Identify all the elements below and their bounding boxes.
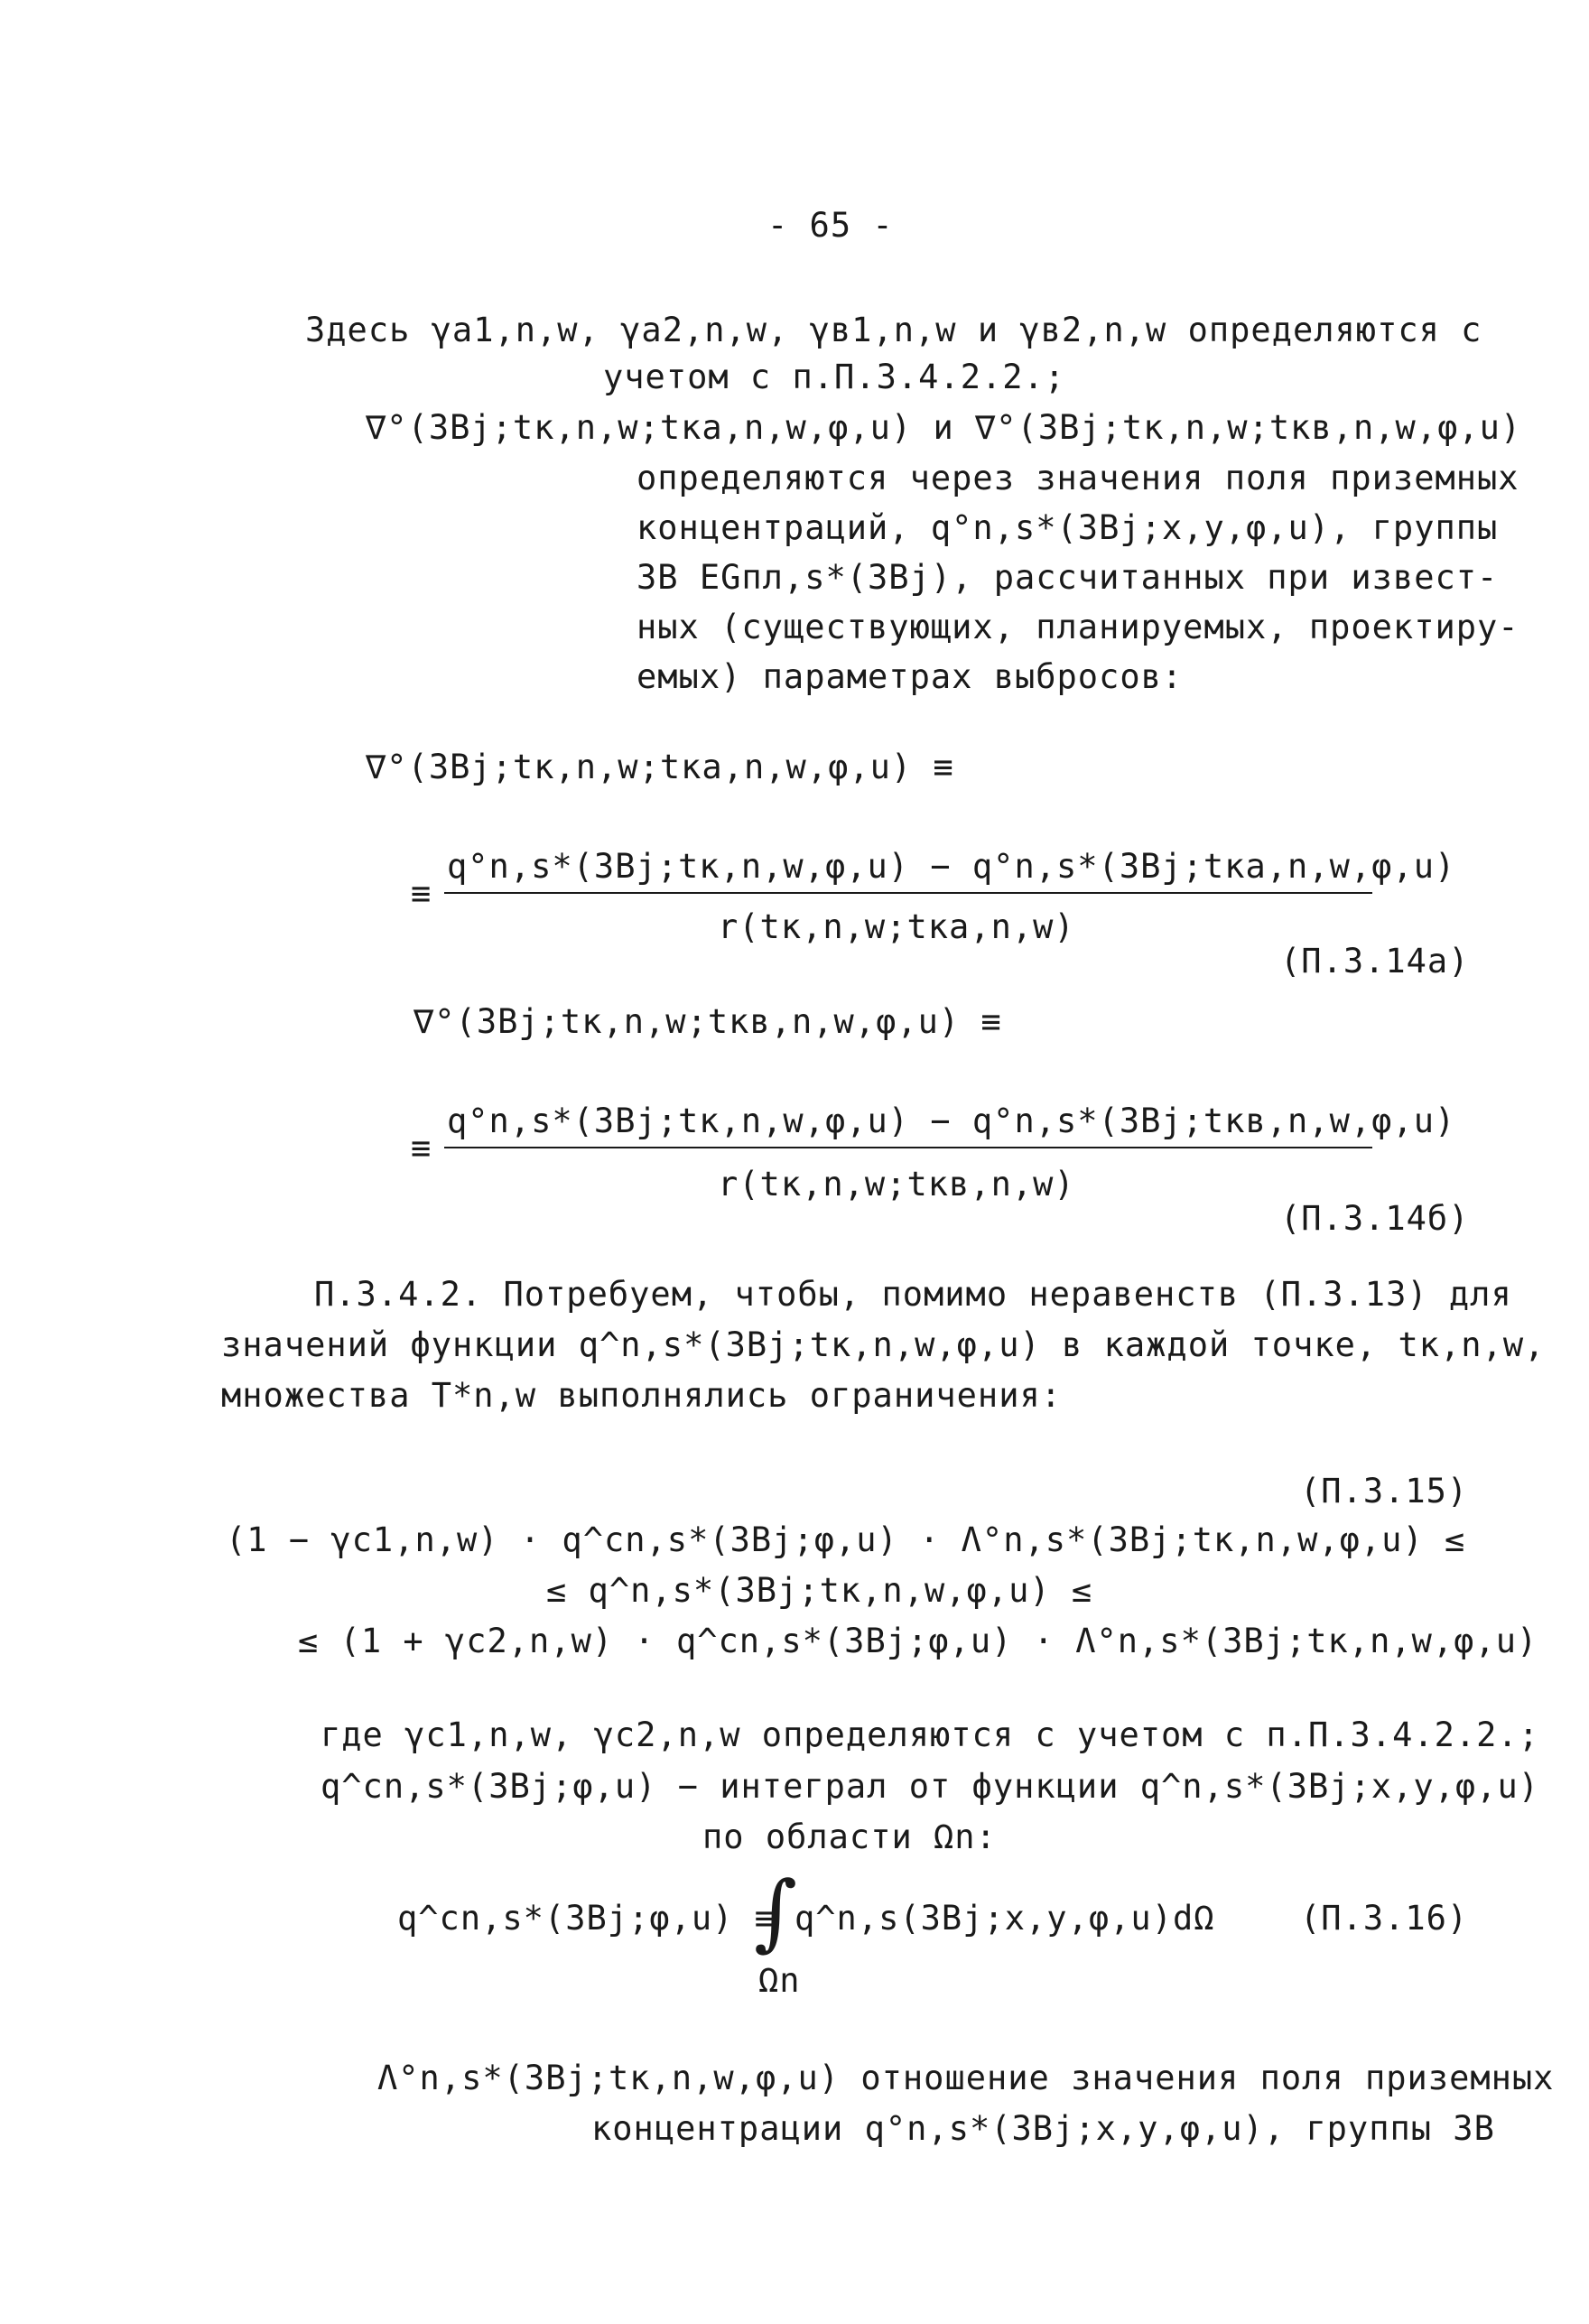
intro-line-1: Здесь γa1,n,w, γa2,n,w, γв1,n,w и γв2,n,w определяются с [305, 311, 1482, 349]
where-line-2: q^cn,s*(ЗВj;φ,u) − интеграл от функции q^n,s*(ЗВj;x,y,φ,u) [321, 1767, 1540, 1806]
eq14b-eq-sign: ≡ [411, 1129, 432, 1167]
intro-line-8: емых) параметрах выбросов: [637, 657, 1184, 696]
eq14b-fraction-bar [444, 1147, 1372, 1148]
eq15-line-3: ≤ (1 + γc2,n,w) · q^cn,s*(ЗВj;φ,u) · Λ°n,s*(ЗВj;tк,n,w,φ,u) [298, 1622, 1538, 1660]
intro-line-7: ных (существующих, планируемых, проектиру- [637, 608, 1519, 646]
eq15-label: (П.3.15) [1300, 1472, 1469, 1511]
eq14a-numerator: q°n,s*(ЗВj;tк,n,w,φ,u) − q°n,s*(ЗВj;tкa,n,w,φ,u) [447, 847, 1456, 886]
eq14a-fraction-bar [444, 892, 1372, 894]
eq14b-denominator: r(tк,n,w;tкв,n,w) [718, 1165, 1075, 1204]
page-number: - 65 - [767, 206, 894, 245]
intro-line-2: учетом с п.П.3.4.2.2.; [603, 358, 1066, 396]
intro-line-3: ∇°(ЗВj;tк,n,w;tкa,n,w,φ,u) и ∇°(ЗВj;tк,n,w;tкв,n,w,φ,u) [366, 408, 1522, 447]
eq14a-denominator: r(tк,n,w;tкa,n,w) [718, 907, 1075, 946]
intro-line-4: определяются через значения поля приземных [637, 459, 1519, 497]
eq14a-eq-sign: ≡ [411, 874, 432, 913]
where-line-3: по области Ωn: [702, 1817, 997, 1856]
tail-line-1: Λ°n,s*(ЗВj;tк,n,w,φ,u) отношение значения поля приземных [377, 2059, 1555, 2097]
para-line-1: П.3.4.2. Потребуем, чтобы, помимо неравенств (П.3.13) для [314, 1275, 1512, 1314]
para-line-3: множества T*n,w выполнялись ограничения: [221, 1376, 1063, 1415]
where-line-1: где γc1,n,w, γc2,n,w определяются с учетом с п.П.3.4.2.2.; [321, 1715, 1540, 1754]
eq14a-label: (П.3.14а) [1280, 942, 1470, 981]
eq15-line-2: ≤ q^n,s*(ЗВj;tк,n,w,φ,u) ≤ [546, 1571, 1093, 1610]
tail-line-2: концентрации q°n,s*(ЗВj;x,y,φ,u), группы ЗВ [591, 2109, 1495, 2148]
intro-line-5: концентраций, q°n,s*(ЗВj;x,y,φ,u), группы [637, 508, 1499, 547]
eq16-lhs: q^cn,s*(ЗВj;φ,u) ≡ [397, 1899, 776, 1938]
integral-sign: ∫ [754, 1864, 798, 1960]
eq14b-numerator: q°n,s*(ЗВj;tк,n,w,φ,u) − q°n,s*(ЗВj;tкв,n,w,φ,u) [447, 1102, 1456, 1140]
eq16-integrand: q^n,s(ЗВj;x,y,φ,u)dΩ [794, 1899, 1215, 1938]
eq14a-lhs: ∇°(ЗВj;tк,n,w;tкa,n,w,φ,u) ≡ [366, 748, 954, 786]
eq16-label: (П.3.16) [1300, 1899, 1469, 1938]
para-line-2: значений функции q^n,s*(ЗВj;tк,n,w,φ,u) в каждой точке, tк,n,w, [221, 1325, 1546, 1364]
eq16-domain: Ωn [758, 1961, 801, 2000]
intro-line-6: ЗВ EGпл,s*(ЗВj), рассчитанных при извест- [637, 558, 1499, 597]
eq14b-label: (П.3.14б) [1280, 1199, 1470, 1238]
eq14b-lhs: ∇°(ЗВj;tк,n,w;tкв,n,w,φ,u) ≡ [414, 1002, 1002, 1041]
eq15-line-1: (1 − γc1,n,w) · q^cn,s*(ЗВj;φ,u) · Λ°n,s*(ЗВj;tк,n,w,φ,u) ≤ [226, 1520, 1466, 1559]
